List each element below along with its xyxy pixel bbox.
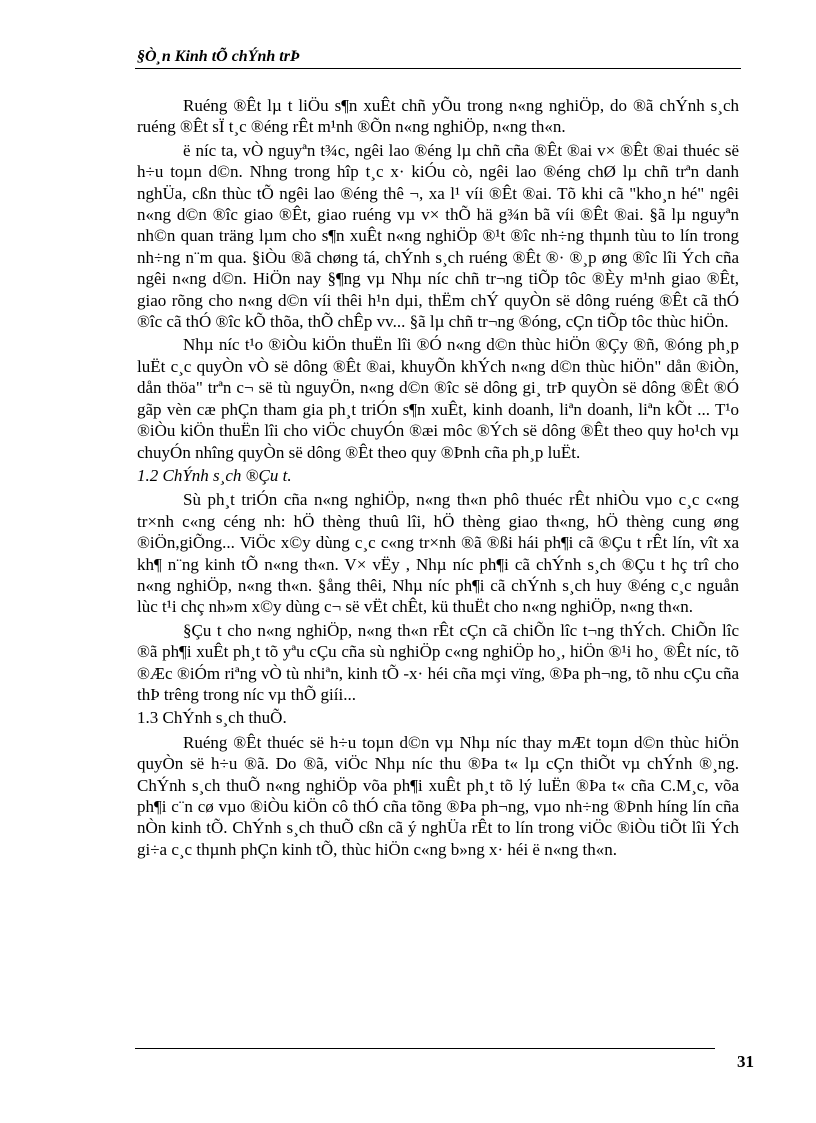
footer-rule bbox=[135, 1048, 715, 1049]
paragraph-land-ownership: ë níc ta, vÒ nguyªn t¾c, ngêi lao ®éng lµ chñ cña ®Êt ®ai v× ®Êt ®ai thuéc së h÷u toµn d©n. Nhng trong hîp t¸c x· kiÓu cò, ngêi lao ®éng chØ lµ chñ trªn danh nghÜa, cßn thùc tÕ ngêi lao ®éng thê ¬, xa l¹ víi ®Êt ®ai. Tõ khi cã "kho¸n hé" ngêi n«ng d©n ®îc giao ®Êt, giao ruéng vµ v× thÕ hä g¾n bã víi ®Êt ®ai. §ã lµ nguyªn nh©n quan träng lµm cho s¶n xuÊt n«ng nghiÖp ®¹t ®îc nh÷ng thµnh tùu to lín trong nh÷ng n¨m qua. §iÒu ®ã chøng tá, chÝnh s¸ch ruéng ®Êt ®· ®¸p øng ®îc lîi Ých cña ngêi n«ng d©n. HiÖn nay §¶ng vµ Nhµ níc chñ tr¬ng tiÕp tôc ®Èy m¹nh giao ®Êt, giao rõng cho n«ng d©n víi thêi h¹n dµi, thËm chÝ quyÒn së dông ruéng ®Êt cã thÓ ®îc cã thÓ ®îc kÕ thõa, thÕ chÊp vv... §ã lµ chñ tr¬ng ®óng, cÇn tiÕp tôc thùc hiÖn. bbox=[137, 140, 739, 332]
paragraph-investment-strategy: §Çu t cho n«ng nghiÖp, n«ng th«n rÊt cÇn cã chiÕn lîc t¬ng thÝch. ChiÕn lîc ®ã ph¶i xuÊt ph¸t tõ yªu cÇu cña sù nghiÖp c«ng nghiÖp ho¸, hiÖn ®¹i ho¸ ®Êt níc, tõ ®Æc ®iÓm riªng vÒ tù nhiªn, kinh tÕ -x· héi cña mçi vïng, ®Þa ph¬ng, tõ nhu cÇu cña thÞ trêng trong níc vµ thÕ giíi... bbox=[137, 620, 739, 704]
paragraph-land-intro: Ruéng ®Êt lµ t liÖu s¶n xuÊt chñ yÕu trong n«ng nghiÖp, do ®ã chÝnh s¸ch ruéng ®Êt sÏ t¸c ®éng rÊt m¹nh ®Õn n«ng nghiÖp, n«ng th«n. bbox=[137, 96, 739, 137]
paragraph-tax-policy: Ruéng ®Êt thuéc së h÷u toµn d©n vµ Nhµ níc thay mÆt toµn d©n thùc hiÖn quyÒn së h÷u ®ã. Do ®ã, viÖc Nhµ níc thu ®Þa t« lµ cÇn thiÕt vµ chÝnh ®¸ng. ChÝnh s¸ch thuÕ n«ng nghiÖp võa ph¶i xuÊt ph¸t tõ lý luËn ®Þa t« cña C.M¸c, võa ph¶i c¨n cø vµo ®iÒu kiÖn cô thÓ cña tõng ®Þa ph¬ng, vµo nh÷ng ®Þnh híng lín cña nÒn kinh tÕ. ChÝnh s¸ch thuÕ cßn cã ý nghÜa rÊt to lín trong viÖc ®iÒu tiÕt lîi Ých gi÷a c¸c thµnh phÇn kinh tÕ, thùc hiÖn c«ng b»ng x· héi ë n«ng th«n. bbox=[137, 732, 739, 859]
header-rule bbox=[135, 68, 741, 69]
section-heading-tax: 1.3 ChÝnh s¸ch thuÕ. bbox=[137, 708, 287, 728]
paragraph-investment-infrastructure: Sù ph¸t triÓn cña n«ng nghiÖp, n«ng th«n phô thuéc rÊt nhiÒu vµo c¸c c«ng tr×nh c«ng céng nh: hÖ thèng thuû lîi, hÖ thèng giao th«ng, hÖ thèng cung øng ®iÖn,giÕng... ViÖc x©y dùng c¸c c«ng tr×nh ®ã ®ßi hái ph¶i cã ®Çu t rÊt lín, vît xa kh¶ n¨ng kinh tÕ n«ng th«n. V× vËy , Nhµ níc ph¶i cã chÝnh s¸ch ®Çu t hç trî cho n«ng nghiÖp, n«ng th«n. §ång thêi, Nhµ níc ph¶i cã chÝnh s¸ch huy ®éng c¸c nguån lùc t¹i chç nh»m x©y dùng c¬ së vËt chÊt, kü thuËt cho n«ng nghiÖp, n«ng th«n. bbox=[137, 490, 739, 617]
document-body bbox=[137, 95, 739, 862]
paragraph-land-rights: Nhµ níc t¹o ®iÒu kiÖn thuËn lîi ®Ó n«ng d©n thùc hiÖn ®Çy ®ñ, ®óng ph¸p luËt c¸c quyÒn vÒ së dông ®Êt ®ai, khuyÕn khÝch n«ng d©n thùc hiÖn" dån ®iÒn, dån thöa" trªn c¬ së tù nguyÖn, n«ng d©n ®îc së dông gi¸ trÞ quyÒn së dông ®Êt ®Ó gãp vèn cæ phÇn tham gia ph¸t triÓn s¶n xuÊt, kinh doanh, liªn doanh, liªn kÕt ... T¹o ®iÒu kiÖn thuËn lîi cho viÖc chuyÓn ®æi môc ®Ých së dông ®Êt theo quy ho¹ch vµ chuyÓn nhîng quyÒn së dông ®Êt theo quy ®Þnh cña ph¸p luËt. bbox=[137, 335, 739, 462]
running-header: §Ò¸n Kinh tÕ chÝnh trÞ bbox=[137, 48, 300, 65]
section-heading-investment: 1.2 ChÝnh s¸ch ®Çu t. bbox=[137, 465, 292, 485]
page-number: 31 bbox=[737, 1052, 754, 1071]
